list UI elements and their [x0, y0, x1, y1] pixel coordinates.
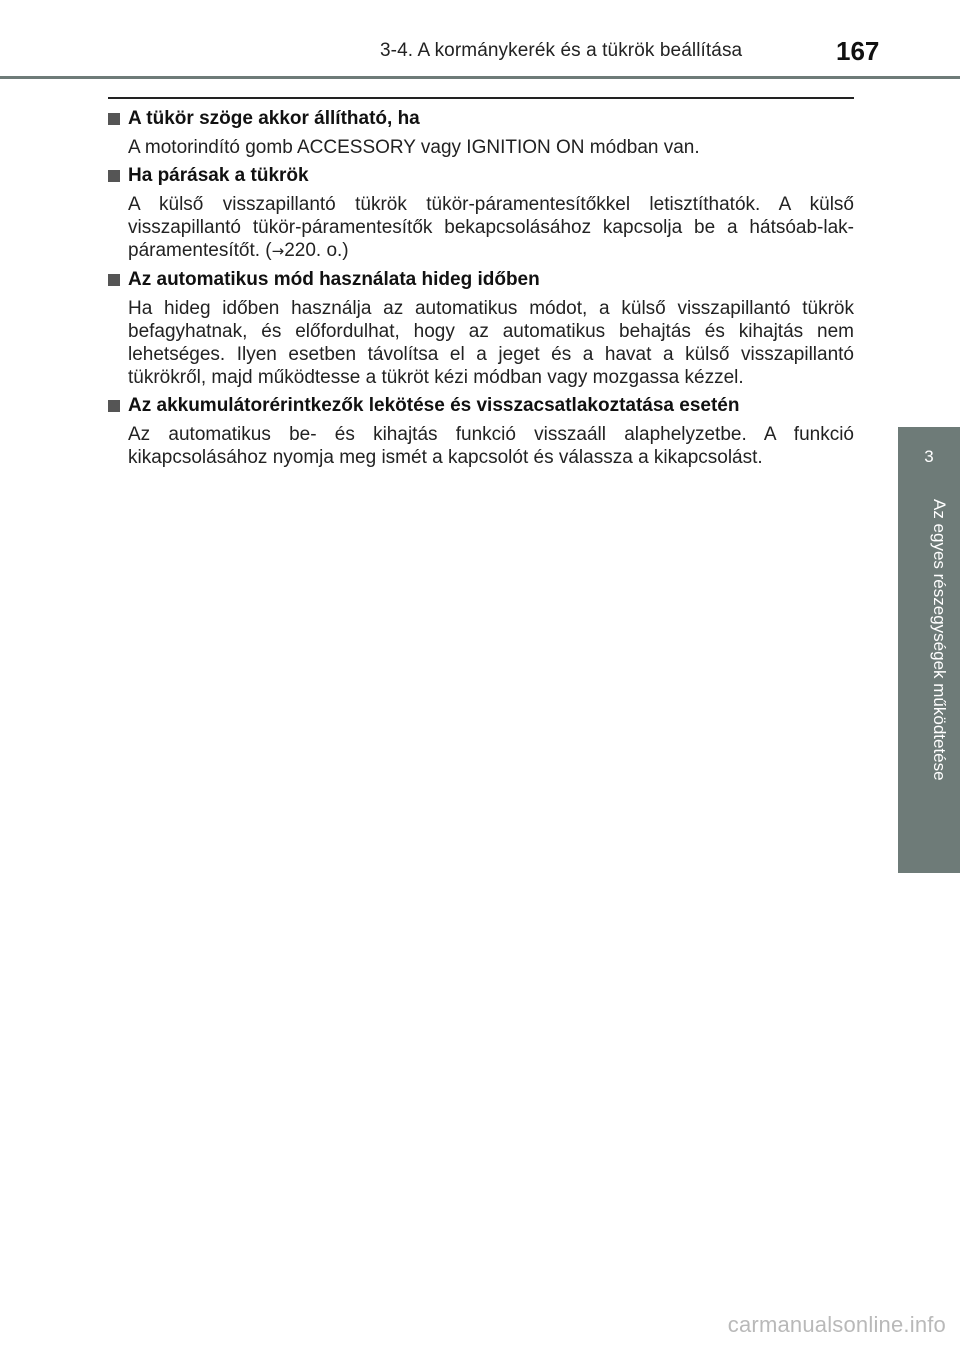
section-cold-weather [108, 267, 854, 389]
chapter-side-tab [898, 427, 960, 873]
section-heading [108, 267, 854, 293]
square-bullet-icon [108, 400, 120, 412]
section-heading [108, 163, 854, 189]
page-reference[interactable]: 220. o.) [284, 240, 349, 261]
header-divider [0, 76, 960, 79]
chapter-number: 3 [924, 447, 934, 466]
section-heading-text: Ha párásak a tükrök [128, 165, 309, 186]
section-body-text: A külső visszapillantó tükrök tükör-páramentesítőkkel letisztíthatók. A külső visszapillantó tükör-páramentesítők bekapcsolásához kapcsolja be a hátsóab-lak-páramentesítőt. ( [128, 194, 854, 261]
section-battery-reconnect [108, 393, 854, 469]
chapter-title: Az egyes részegységek működtetése [930, 499, 949, 781]
section-body: Ha hideg időben használja az automatikus módot, a külső visszapillantó tükrök befagyhatnak, és előfordulhat, hogy az automatikus behajtás és kihajtás nem lehetséges. Ilyen esetben távolítsa el a jeget és a havat a külső visszapillantó tükrökről, majd működtesse a tükröt kézi módban vagy mozgassa kézzel. [128, 298, 854, 388]
page-content [108, 106, 854, 473]
page-number: 167 [836, 36, 880, 66]
square-bullet-icon [108, 113, 120, 125]
square-bullet-icon [108, 170, 120, 182]
section-heading-text: Az akkumulátorérintkezők lekötése és visszacsatlakoztatása esetén [128, 395, 740, 416]
section-heading [108, 393, 854, 419]
section-fogged-mirrors [108, 163, 854, 263]
section-heading-text: A tükör szöge akkor állítható, ha [128, 108, 420, 129]
section-mirror-angle [108, 106, 854, 159]
square-bullet-icon [108, 274, 120, 286]
running-header-title: 3-4. A kormánykerék és a tükrök beállítása [380, 40, 743, 61]
page-reference-arrow: → [271, 242, 285, 260]
section-body: A motorindító gomb ACCESSORY vagy IGNITION ON módban van. [128, 137, 700, 158]
section-body [128, 193, 854, 263]
content-divider [108, 97, 854, 99]
section-heading [108, 106, 854, 132]
section-body: Az automatikus be- és kihajtás funkció visszaáll alaphelyzetbe. A funkció kikapcsolásához nyomja meg ismét a kapcsolót és válassza a kikapcsolást. [128, 424, 854, 468]
watermark: carmanualsonline.info [727, 1312, 946, 1337]
section-heading-text: Az automatikus mód használata hideg időben [128, 269, 540, 290]
